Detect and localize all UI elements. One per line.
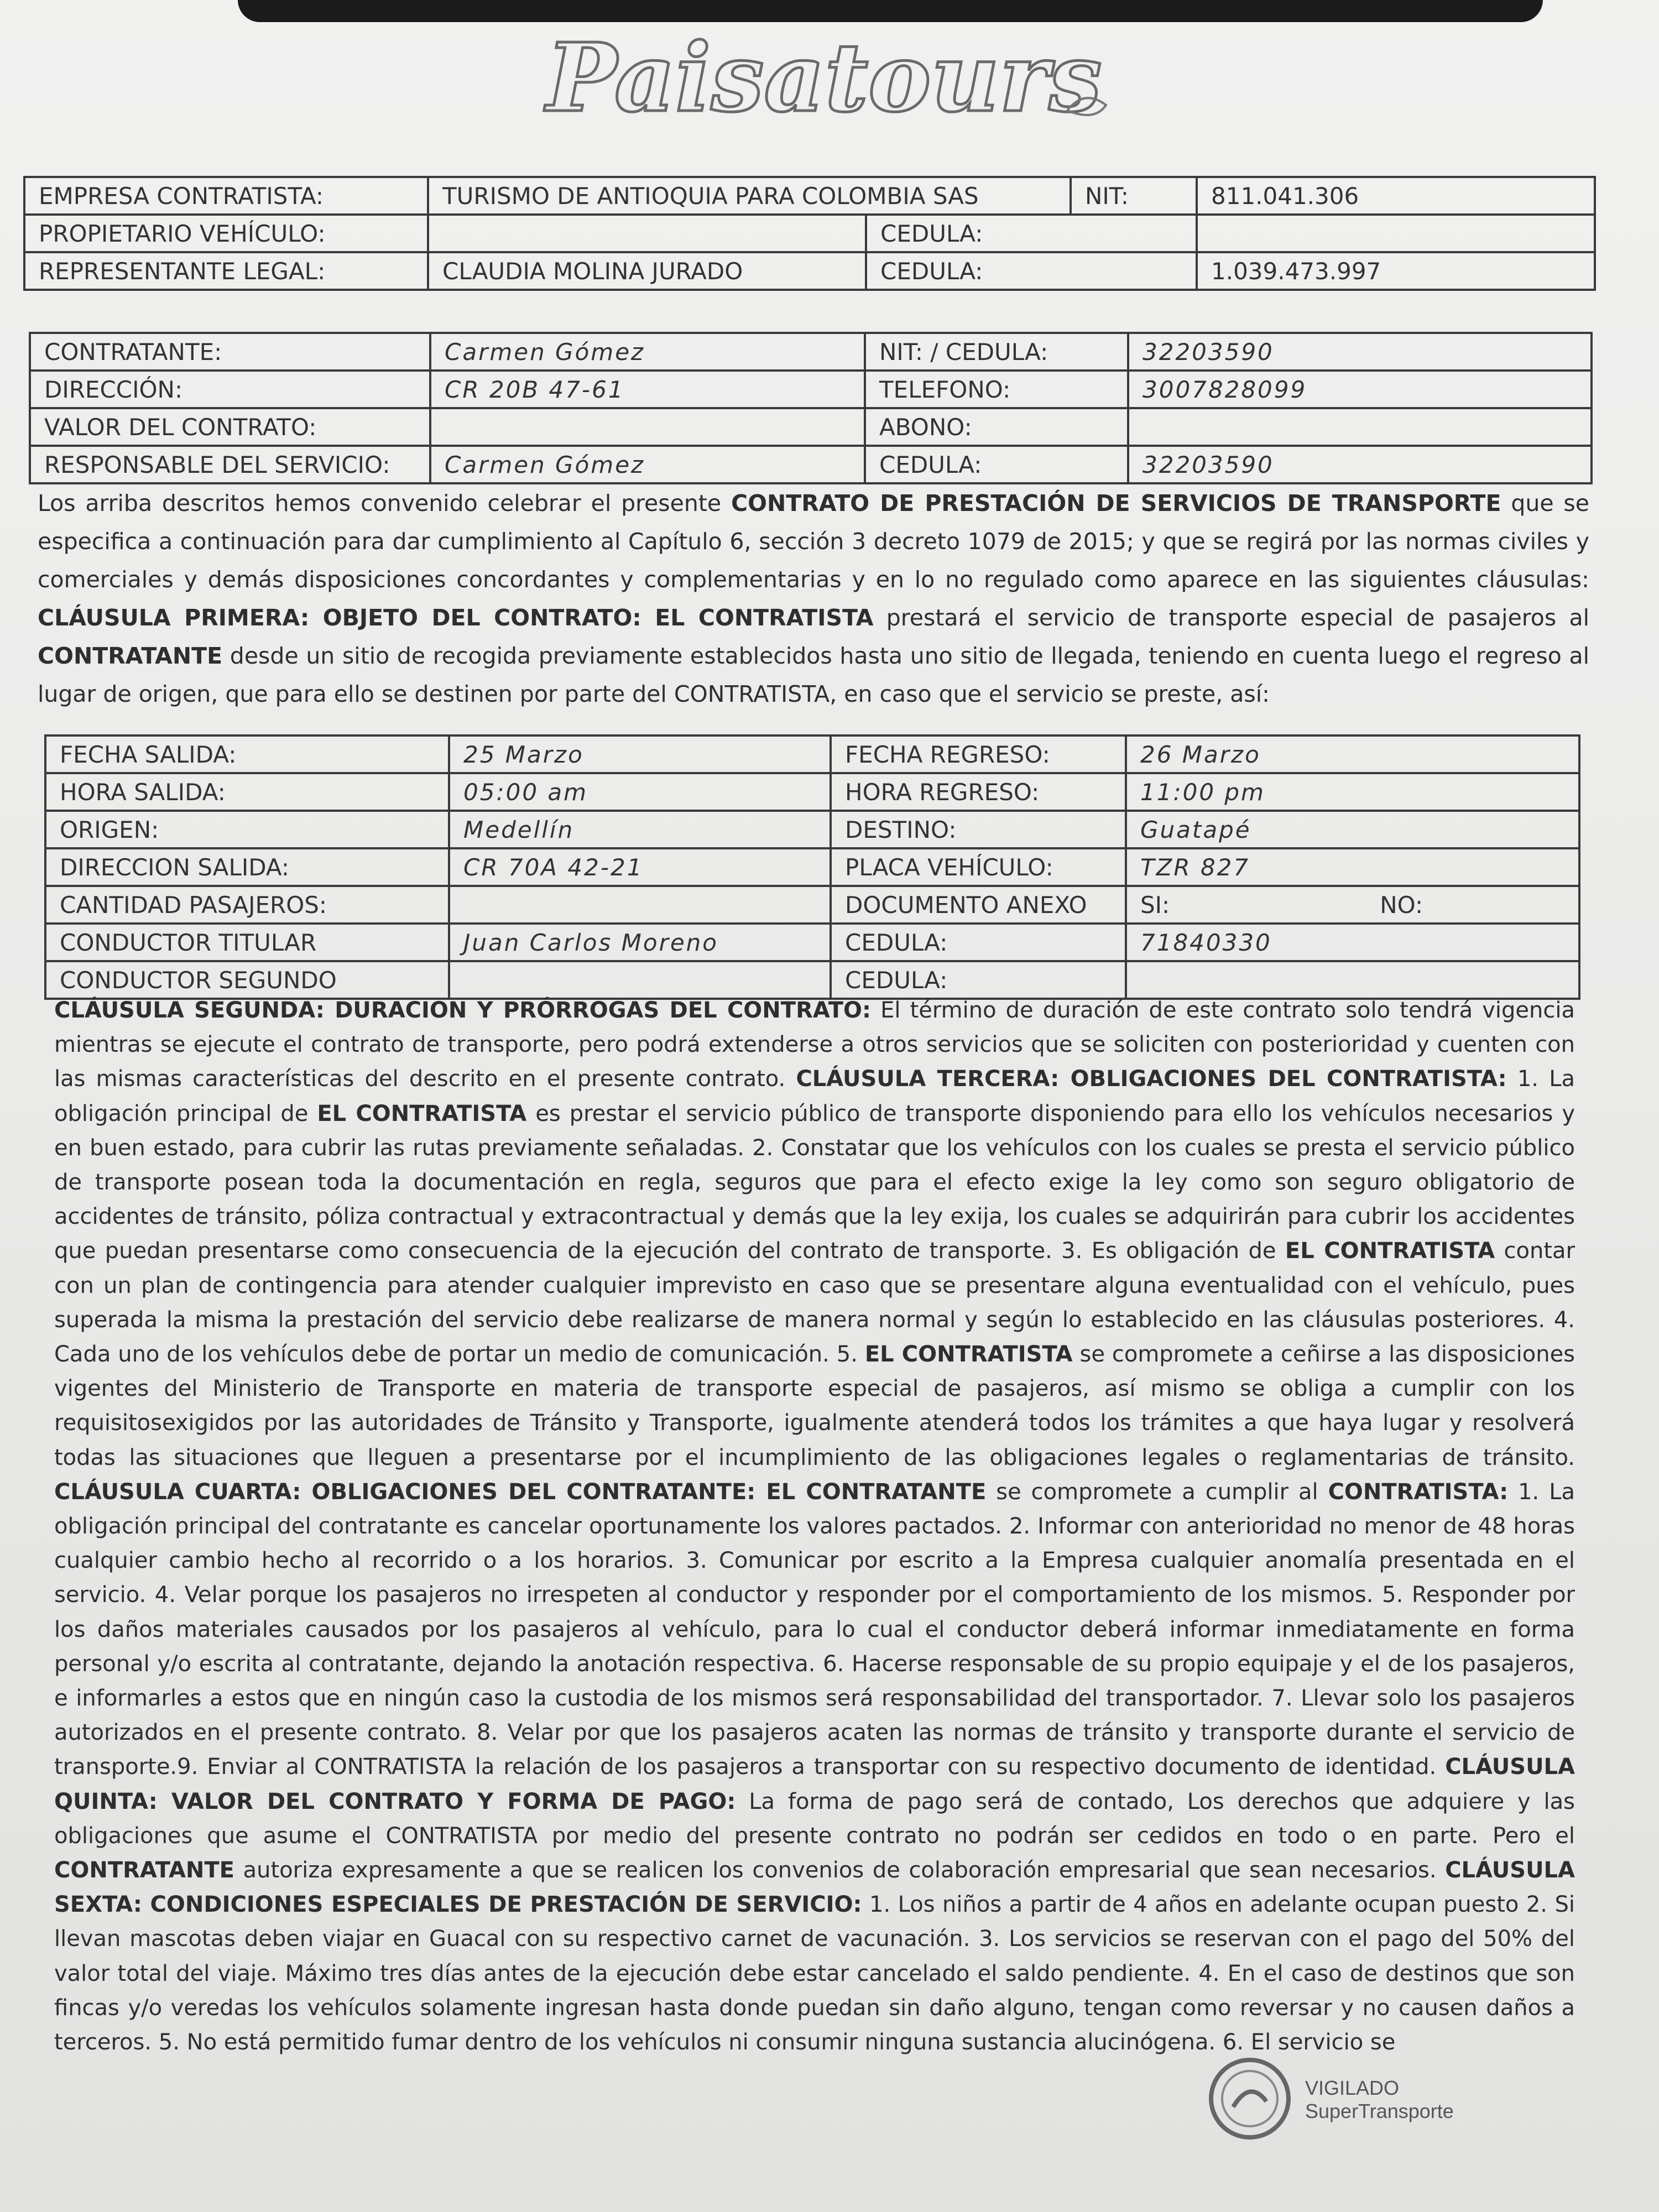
binder-clip xyxy=(238,0,1543,22)
cedula-value: 32203590 xyxy=(1128,446,1592,483)
responsable-label: RESPONSABLE DEL SERVICIO: xyxy=(30,446,430,483)
direccion-salida-label: DIRECCION SALIDA: xyxy=(45,848,449,886)
clause-2-title: CLÁUSULA SEGUNDA: DURACION Y PRÓRROGAS DEL CONTRATO: xyxy=(54,998,872,1023)
clause-2-text: El término de duración de este contrato solo tendrá vigencia mientras se ejecute el contrato de transporte, pero podrá extenderse a otros servicios que se soliciten con posterioridad y cuenten con las mismas características del descrito en el presente contrato. xyxy=(54,998,1575,1092)
cantidad-label: CANTIDAD PASAJEROS: xyxy=(45,886,449,924)
destino-value: Guatapé xyxy=(1126,811,1579,848)
clause-5-text-b: autoriza expresamente a que se realicen los convenios de colaboración empresarial que sean necesarios. xyxy=(234,1858,1446,1884)
responsable-value: Carmen Gómez xyxy=(430,446,865,483)
nit-value: 811.041.306 xyxy=(1197,177,1595,215)
cedula-titular-label: CEDULA: xyxy=(831,924,1126,961)
trip-table xyxy=(44,734,1580,1000)
no-label: NO: xyxy=(1380,891,1423,919)
valor-value xyxy=(430,408,865,446)
stamp-line-1: VIGILADO xyxy=(1305,2077,1400,2099)
valor-label: VALOR DEL CONTRATO: xyxy=(30,408,430,446)
clause-4-text-a: se compromete a cumplir al xyxy=(986,1479,1328,1505)
intro-text-1: Los arriba descritos hemos convenido celebrar el presente xyxy=(38,490,731,517)
intro-text-2: que se especifica a continuación para dar cumplimiento al Capítulo 6, sección 3 decreto 1079 de 2015; y que se regirá por las normas civiles y comerciales y demás disposiciones concordantes y complementarias y en lo no regulado como aparece en las siguientes cláusulas: xyxy=(38,490,1590,593)
representante-value: CLAUDIA MOLINA JURADO xyxy=(428,252,866,290)
clause-4-bold-1: CONTRATISTA: xyxy=(1328,1479,1509,1505)
propietario-label: PROPIETARIO VEHÍCULO: xyxy=(24,215,428,252)
direccion-value: CR 20B 47-61 xyxy=(430,371,865,408)
clause-5-text-a: La forma de pago será de contado, Los derechos que adquiere y las obligaciones que asume el CONTRATISTA por medio del presente contrato no podrán ser cedidos en todo o en parte. Pero el xyxy=(54,1788,1575,1849)
destino-label: DESTINO: xyxy=(831,811,1126,848)
clause-3-text-c: contar con un plan de contingencia para atender cualquier imprevisto en caso que se presentare alguna eventualidad con el vehículo, pues superada la misma la prestación del servicio debe realizarse de manera normal y según lo establecido en las cláusulas posteriores. 4. Cada uno de los vehículos debe de portar un medio de comunicación. 5. xyxy=(54,1238,1575,1368)
empresa-label: EMPRESA CONTRATISTA: xyxy=(24,177,428,215)
placa-value: TZR 827 xyxy=(1126,848,1579,886)
intro-text-3: prestará el servicio de transporte especial de pasajeros al xyxy=(873,604,1589,631)
clause-5-title: CLÁUSULA QUINTA: VALOR DEL CONTRATO Y FORMA DE PAGO: xyxy=(54,1754,1575,1814)
client-table xyxy=(29,332,1593,484)
documento-si-no xyxy=(1126,886,1579,924)
cantidad-value xyxy=(449,886,831,924)
cedula-segundo-label: CEDULA: xyxy=(831,961,1126,999)
direccion-salida-value: CR 70A 42-21 xyxy=(449,848,831,886)
logo-text: Paisatours xyxy=(546,28,1102,133)
cedula1-value xyxy=(1197,215,1595,252)
contratante-value: Carmen Gómez xyxy=(430,333,865,371)
stamp-line-2: SuperTransporte xyxy=(1305,2100,1454,2122)
cedula1-label: CEDULA: xyxy=(866,215,1197,252)
nit-cedula-label: NIT: / CEDULA: xyxy=(865,333,1128,371)
intro-bold-3: CONTRATANTE xyxy=(38,643,223,669)
direccion-label: DIRECCIÓN: xyxy=(30,371,430,408)
contratante-label: CONTRATANTE: xyxy=(30,333,430,371)
nit-cedula-value: 32203590 xyxy=(1128,333,1592,371)
fecha-regreso-label: FECHA REGRESO: xyxy=(831,735,1126,773)
conductor-segundo-label: CONDUCTOR SEGUNDO xyxy=(45,961,449,999)
conductor-titular-value: Juan Carlos Moreno xyxy=(449,924,831,961)
supertransporte-seal-icon xyxy=(1206,2054,1294,2143)
cedula-label: CEDULA: xyxy=(865,446,1128,483)
documento-label: DOCUMENTO ANEXO xyxy=(831,886,1126,924)
clause-3-text-a: 1. La obligación principal de xyxy=(54,1066,1575,1126)
hora-regreso-value: 11:00 pm xyxy=(1126,773,1579,811)
placa-label: PLACA VEHÍCULO: xyxy=(831,848,1126,886)
cedula2-value: 1.039.473.997 xyxy=(1197,252,1595,290)
si-label: SI: xyxy=(1140,891,1170,919)
telefono-value: 3007828099 xyxy=(1128,371,1592,408)
intro-paragraph xyxy=(38,484,1589,713)
hora-salida-value: 05:00 am xyxy=(449,773,831,811)
propietario-value xyxy=(428,215,866,252)
hora-regreso-label: HORA REGRESO: xyxy=(831,773,1126,811)
abono-value xyxy=(1128,408,1592,446)
clause-3-bold-2: EL CONTRATISTA xyxy=(1285,1238,1495,1264)
origen-value: Medellín xyxy=(449,811,831,848)
clause-3-title: CLÁUSULA TERCERA: OBLIGACIONES DEL CONTRATISTA: xyxy=(796,1066,1507,1092)
company-table xyxy=(23,176,1596,291)
fecha-regreso-value: 26 Marzo xyxy=(1126,735,1579,773)
telefono-label: TELEFONO: xyxy=(865,371,1128,408)
cedula2-label: CEDULA: xyxy=(866,252,1197,290)
cedula-titular-value: 71840330 xyxy=(1126,924,1579,961)
empresa-value: TURISMO DE ANTIOQUIA PARA COLOMBIA SAS xyxy=(428,177,1071,215)
fecha-salida-label: FECHA SALIDA: xyxy=(45,735,449,773)
origen-label: ORIGEN: xyxy=(45,811,449,848)
clause-1-title: CLÁUSULA PRIMERA: OBJETO DEL CONTRATO: EL CONTRATISTA xyxy=(38,604,874,631)
nit-label: NIT: xyxy=(1071,177,1197,215)
abono-label: ABONO: xyxy=(865,408,1128,446)
clause-3-bold-1: EL CONTRATISTA xyxy=(317,1100,527,1126)
clause-4-text-b: 1. La obligación principal del contratante es cancelar oportunamente los valores pactados. 2. Informar con anterioridad no menor de 48 horas cualquier cambio hecho al recorrido o a los horarios. 3. Comunicar por escrito a la Empresa cualquier anomalía presentada en el servicio. 4. Velar porque los pasajeros no irrespeten al conductor y responder por el comportamiento de los mismos. 5. Responder por los daños materiales causados por los pasajeros al vehículo, para lo cual el conductor deberá informar inmediatamente en forma personal y/o escrita al contratante, dejando la anotación respectiva. 6. Hacerse responsable de su propio equipaje y el de los pasajeros, e informarles a estos que en ningún caso la custodia de los mismos será responsabilidad del transportador. 7. Llevar solo los pasajeros autorizados en el presente contrato. 8. Velar por que los pasajeros acaten las normas de tránsito y transporte durante el servicio de transporte.9. Enviar al CONTRATISTA la relación de los pasajeros a transportar con su respectivo documento de identidad. xyxy=(54,1479,1575,1780)
hora-salida-label: HORA SALIDA: xyxy=(45,773,449,811)
stamp-text xyxy=(1305,2077,1454,2123)
clause-3-text-d: se compromete a ceñirse a las disposiciones vigentes del Ministerio de Transporte en materia de transporte especial de pasajeros, así mismo se obliga a cumplir con los requisitosexigidos por las autoridades de Tránsito y Transporte, igualmente atenderá todos los trámites a que haya lugar y resolverá todas las situaciones que lleguen a presentarse por el incumplimiento de las obligaciones legales o reglamentarias de tránsito. xyxy=(54,1342,1575,1470)
clause-5-bold-1: CONTRATANTE xyxy=(54,1858,234,1884)
fecha-salida-value: 25 Marzo xyxy=(449,735,831,773)
clauses-body xyxy=(54,993,1575,2059)
clause-6-title: CLÁUSULA SEXTA: CONDICIONES ESPECIALES DE PRESTACIÓN DE SERVICIO: xyxy=(54,1858,1575,1918)
clause-6-text: 1. Los niños a partir de 4 años en adelante ocupan puesto 2. Si llevan mascotas deben viajar en Guacal con su respectivo carnet de vacunación. 3. Los servicios se reservan con el pago del 50% del valor total del viaje. Máximo tres días antes de la ejecución debe estar cancelado el saldo pendiente. 4. En el caso de destinos que son fincas y/o veredas los vehículos solamente ingresan hasta donde puedan sin daño alguno, tengan como reversar y no causen daños a terceros. 5. No está permitido fumar dentro de los vehículos ni consumir ninguna sustancia alucinógena. 6. El servicio se xyxy=(54,1892,1575,2056)
clause-3-text-b: es prestar el servicio público de transporte disponiendo para ello los vehículos necesarios y en buen estado, para cubrir las rutas previamente señaladas. 2. Constatar que los vehículos con los cuales se presta el servicio público de transporte posean toda la documentación en regla, seguros que para el efecto exige la ley como son seguro obligatorio de accidentes de tránsito, póliza contractual y extracontractual y demás que la ley exija, los cuales se adquirirán para cubrir los accidentes que puedan presentarse como consecuencia de la ejecución del contrato de transporte. 3. Es obligación de xyxy=(54,1100,1575,1264)
intro-text-4: desde un sitio de recogida previamente establecidos hasta uno sitio de llegada, teniendo en cuenta luego el regreso al lugar de origen, que para ello se destinen por parte del CONTRATISTA, en caso que el servicio se preste, así: xyxy=(38,643,1589,707)
conductor-titular-label: CONDUCTOR TITULAR xyxy=(45,924,449,961)
clause-3-bold-3: EL CONTRATISTA xyxy=(864,1342,1073,1368)
intro-bold-1: CONTRATO DE PRESTACIÓN DE SERVICIOS DE TRANSPORTE xyxy=(731,490,1501,517)
company-logo xyxy=(514,28,1134,138)
supertransporte-stamp xyxy=(1206,2054,1537,2143)
representante-label: REPRESENTANTE LEGAL: xyxy=(24,252,428,290)
clause-4-title: CLÁUSULA CUARTA: OBLIGACIONES DEL CONTRATANTE: EL CONTRATANTE xyxy=(54,1479,987,1505)
